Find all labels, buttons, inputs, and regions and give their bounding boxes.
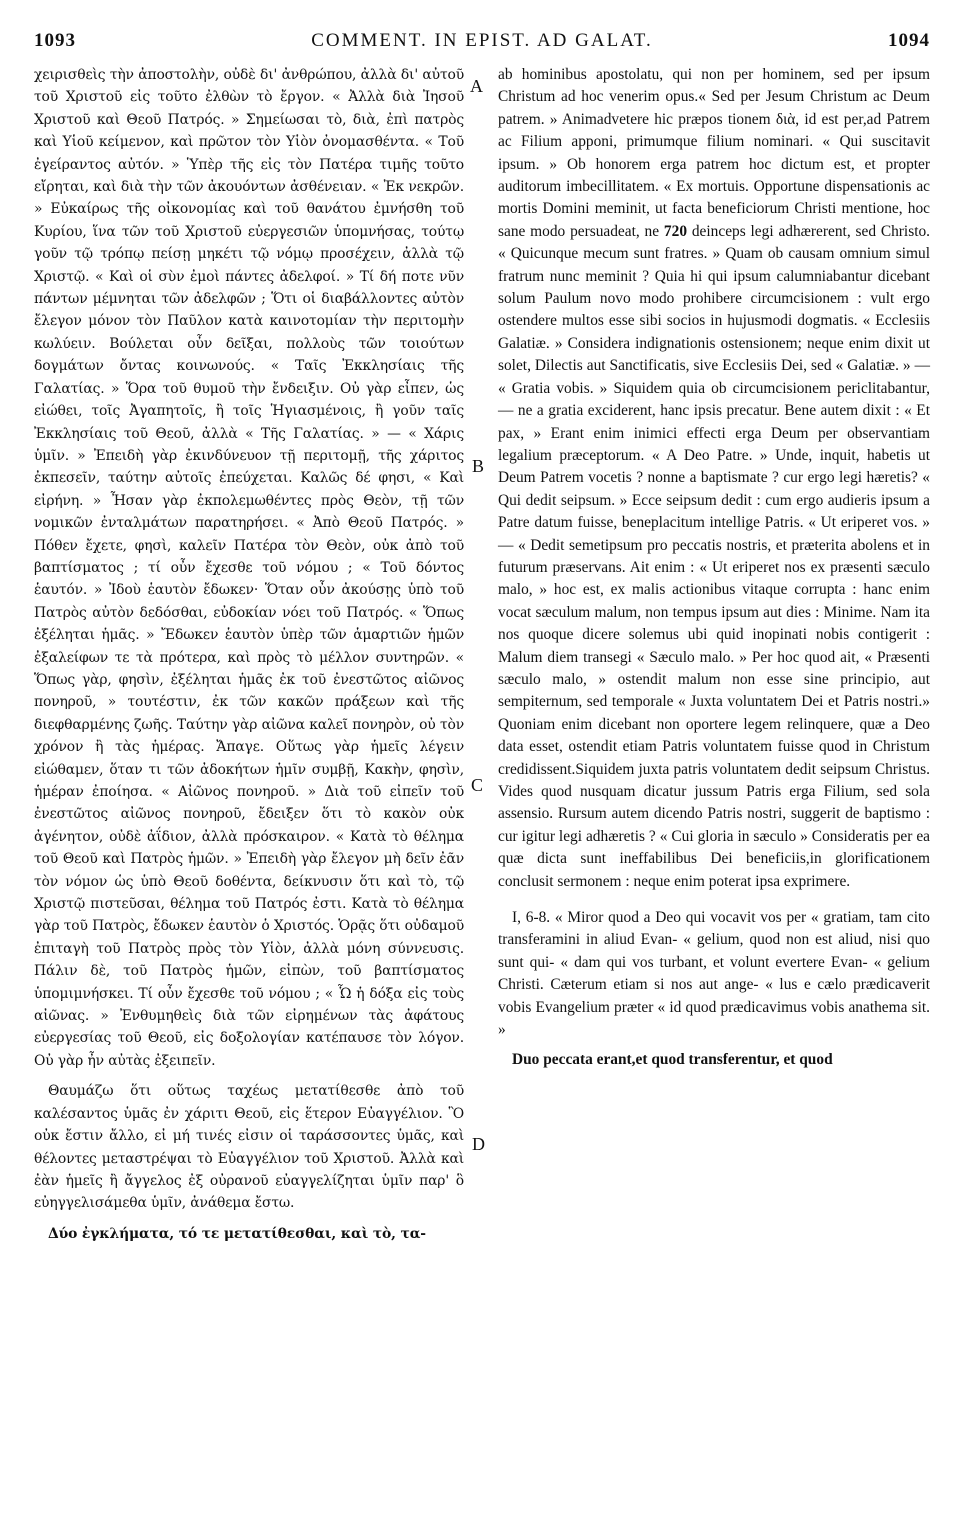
latin-paragraph-3: Duo peccata erant,et quod transferentur, et quod xyxy=(512,1051,833,1069)
latin-paragraph-1 xyxy=(498,64,930,893)
column-number-marker: 720 xyxy=(663,222,688,240)
latin-paragraph-1-part-a: ab hominibus apostolatu, qui non per hominem, sed per ipsum Christum ad hoc venerim opus.« Sed per Jesum Christum ac Deum patrem. » Animadvetere hic præpos tionem διὰ, id est per,ad Patrem ac Filium apponi, primumque filium nominari. « Qui suscitavit ipsum. » Ob honorem erga patrem hoc dictum est, et propter auditorum imbecillitatem. « Ex mortuis. Opportune dispensationis ac mortis Domini meminit, ut facta beneficiorum Christi mentione, hoc sane modo persuadeat, ne xyxy=(498,66,930,240)
greek-column xyxy=(34,64,464,1484)
page-number-left: 1093 xyxy=(34,30,76,51)
running-title: COMMENT. IN EPIST. AD GALAT. xyxy=(311,30,653,51)
section-marker-c: C xyxy=(471,775,484,795)
greek-paragraph-2: Θαυμάζω ὅτι οὕτως ταχέως μετατίθεσθε ἀπὸ τοῦ καλέσαντος ὑμᾶς ἐν χάριτι Θεοῦ, εἰς ἕτερον Εὐαγγέλιον. Ὃ οὐκ ἔστιν ἄλλο, εἰ μή τινές εἰσιν οἱ ταράσσοντες ὑμᾶς, καὶ θέλοντες μεταστρέψαι τὸ Εὐαγγέλιον τοῦ Χριστοῦ. Ἀλλὰ καὶ ἐὰν ἡμεῖς ἢ ἄγγελος ἐξ οὐρανοῦ εὐαγγελίζηται ὑμῖν παρ' ὃ εὐηγγελισάμεθα ὑμῖν, ἀνάθεμα ἔστω. xyxy=(34,1083,464,1212)
section-marker-d: D xyxy=(472,1134,485,1154)
latin-paragraph-1-part-b: deinceps legi adhærerent, sed Christo. « Quicunque mecum sunt fratres. » Quam ob causam omnium simul fratrum nunc meminit ? Quia hi qui ipsum calumniabantur dicebant solum Paulum novo modo prohibere circumcisionem : vult ergo ostendere multos esse sibi socios in hujusmodi dogmatis. « Ecclesiis Galatiæ. » Considera indignationis ostensionem; neque enim dixit ut solet, Dilectis aut Sanctificatis, sive Ecclesiis Dei, sed « Galatiæ. » — « Gratia vobis. » Siquidem quia ob circumcisionem periclitabantur, — ne a gratia exciderent, hanc ipsis precatur. Bene autem dixit : « Et pax, » Erant enim inimici effecti erga Deum per observantiam legalium præceptorum. « A Deo Patre. » Unde, inquit, habetis ut Deum Patrem vocetis ? nonne a baptismate ? cur ergo legi hæretis? « Qui dedit seipsum. » Ecce seipsum dedit : cum ergo audieris ipsum a Patre datum fuisse, beneplacitum intellige Patris. « Ut eriperet vos. » — « Dedit semetipsum pro peccatis nostris, et præterita abolens et in futurum præservans. Ait enim : « Ut eriperet nos ex præsenti sæculo malo, » hoc est, ex malis actionibus vitaque corrupta : hanc enim vocat sæculum malum, non tempus ipsum aut dies : Minime. Nam ita nos quoque dicere solemus ubi quid inopinati nobis contigerit : Malum diem transegi « Sæculo malo. » Per hoc quod ait, « Præsenti sæculo malo, » ostendit malum non esse sine principio, aut sempiternum, sed temporale « Juxta voluntatem Dei et Patris nostri.» Quoniam enim dicebant non oportere legem relinquere, quæ a Deo data esset, ostendit etiam Patris voluntatem fuisse quod in Christum credidissent.Siquidem juxta patris voluntatem dedit seipsum Christus. Vides quod nusquam dicatur jussum Patris erga Filium, sed sola assensio. Rursum autem dicendo Patris nostri, suggerit de baptismo : cur igitur legi adhæretis ? « Cui gloria in sæculo » Consideratis per ea quæ dicta sunt ineffabilibus Dei beneficiis,in glorificationem conclusit sermonem : neque enim poterat ipsa exprimere. xyxy=(498,222,931,890)
greek-paragraph-3: Δύο ἐγκλήματα, τό τε μετατίθεσθαι, καὶ τὸ, τα- xyxy=(48,1225,426,1242)
section-marker-b: B xyxy=(472,456,485,476)
latin-column xyxy=(498,64,930,1484)
section-marker-a: A xyxy=(470,76,483,96)
latin-paragraph-2: I, 6-8. « Miror quod a Deo qui vocavit vos per « gratiam, tam cito transferamini in aliud Evan- « gelium, quod non est aliud, nisi quo sunt qui- « dam qui vos turbant, et volunt evertere Evan- « gelium Christi. Cæterum etiam si nos aut ange- « lus e cælo prædicaverit vobis Evangelium præter « id quod prædicavimus vobis anathema sit. » xyxy=(498,909,930,1039)
page-number-right: 1094 xyxy=(888,30,930,51)
running-header xyxy=(34,30,930,60)
greek-paragraph-1: χειρισθεὶς τὴν ἀποστολὴν, οὐδὲ δι' ἀνθρώπου, ἀλλὰ δι' αὐτοῦ τοῦ Χριστοῦ εἰς τοῦτο ἐλθὼν τὸ ἔργον. « Ἀλλὰ διὰ Ἰησοῦ Χριστοῦ καὶ Θεοῦ Πατρός. » Σημείωσαι τὸ, διὰ, ἐπὶ πατρὸς καὶ Υἱοῦ κείμενον, καὶ πρῶτον τὸν Υἱὸν ὀνομασθέντα. « Τοῦ ἐγείραντος αὐτόν. » Ὑπὲρ τῆς εἰς τὸν Πατέρα τιμῆς τοῦτο εἴρηται, καὶ διὰ τὴν τῶν ἀκουόντων ἀσθένειαν. « Ἐκ νεκρῶν. » Εὐκαίρως τῆς οἰκονομίας καὶ τοῦ θανάτου ἐμνήσθη τοῦ Κυρίου, ἵνα τῶν τοῦ Χριστοῦ εὐεργεσιῶν ὑπομνήσας, τούτῳ γοῦν τῷ τρόπῳ πείσῃ μηκέτι τῷ νόμῳ προσέχειν, ἀλλὰ τῷ Χριστῷ. « Καὶ οἱ σὺν ἐμοὶ πάντες ἀδελφοί. » Τί δή ποτε νῦν πάντων μέμνηται τῶν ἀδελφῶν ; Ὅτι οἱ διαβάλλοντες αὐτὸν ἔλεγον μόνον τὸν Παῦλον κατὰ καινοτομίαν τὴν περιτομὴν κωλύειν. Βούλεται οὖν δεῖξαι, πολλοὺς τῶν τοιούτων δογμάτων ὄντας κοινωνούς. « Ταῖς Ἐκκλησίαις τῆς Γαλατίας. » Ὅρα τοῦ θυμοῦ τὴν ἔνδειξιν. Οὐ γὰρ εἶπεν, ὡς εἰώθει, τοῖς Ἀγαπητοῖς, ἢ τοῖς Ἡγιασμένοις, ἢ γοῦν ταῖς Ἐκκλησίαις τοῦ Θεοῦ, ἀλλὰ « Τῆς Γαλατίας. » — « Χάρις ὑμῖν. » Ἐπειδὴ γὰρ ἐκινδύνευον τῇ περιτομῇ, τῆς χάριτος ἐκπεσεῖν, ταύτην αὐτοῖς ἐπεύχεται. Καλῶς δέ φησι, « Καὶ εἰρήνη. » Ἦσαν γὰρ ἐκπολεμωθέντες πρὸς Θεὸν, τῇ τῶν νομικῶν ἐνταλμάτων παρατηρήσει. « Ἀπὸ Θεοῦ Πατρός. » Πόθεν ἔχετε, φησὶ, καλεῖν Πατέρα τὸν Θεὸν, οὐκ ἀπὸ τοῦ βαπτίσματος ; τί οὖν ἔχεσθε τοῦ νόμου ; « Τοῦ δόντος ἑαυτόν. » Ἰδοὺ ἑαυτὸν ἔδωκεν· Ὅταν οὖν ἀκούσῃς ὑπὸ τοῦ Πατρὸς αὐτὸν δεδόσθαι, εὐδοκίαν νόει τοῦ Πατρός. « Ὅπως ἐξέληται ἡμᾶς. » Ἔδωκεν ἑαυτὸν ὑπὲρ τῶν ἁμαρτιῶν ἡμῶν ἐξαλείφων τε τὰ πρότερα, καὶ πρὸς τὸ μέλλον συντηρῶν. « Ὅπως γὰρ, φησὶν, ἐξέληται ἡμᾶς ἐκ τοῦ ἐνεστῶτος αἰῶνος πονηροῦ, » τουτέστιν, ἐκ τῶν κακῶν πράξεων καὶ τῆς διεφθαρμένης ζωῆς. Ταύτην γὰρ αἰῶνα καλεῖ πονηρὸν, οὐ τὸν χρόνον ἢ τὰς ἡμέρας. Ἄπαγε. Οὕτως γὰρ ἡμεῖς λέγειν εἰώθαμεν, ὅταν τι τῶν ἀδοκήτων ἡμῖν συμβῇ, Κακὴν, φησὶν, ἡμέραν ἐποίησα. « Αἰῶνος πονηροῦ. » Διὰ τοῦ εἰπεῖν τοῦ ἐνεστῶτος αἰῶνος πονηροῦ, ἔδειξεν ὅτι τὸ κακὸν οὐκ ἀγένητον, οὐδὲ ἀΐδιον, ἀλλὰ πρόσκαιρον. « Κατὰ τὸ θέλημα τοῦ Θεοῦ καὶ Πατρὸς ἡμῶν. » Ἐπειδὴ γὰρ ἔλεγον μὴ δεῖν ἐᾶν τὸν νόμον ὡς ὑπὸ Θεοῦ δοθέντα, δείκνυσιν ὅτι καὶ τὸ, τῷ Χριστῷ πιστεῦσαι, θέλημα τοῦ Πατρός ἐστι. Κατὰ τὸ θέλημα γὰρ τοῦ Πατρὸς, ἔδωκεν ἑαυτὸν ὁ Χριστός. Ὁρᾷς ὅτι οὐδαμοῦ ἐπιταγὴ τοῦ Πατρὸς πρὸς τὸν Υἱὸν, ἀλλὰ μόνη σύννευσις. Πάλιν δὲ, τοῦ Πατρὸς ἡμῶν, εἰπὼν, τοῦ βαπτίσματος ὑπομιμνήσκει. Τί οὖν ἔχεσθε τοῦ νόμου ; « Ὧ ἡ δόξα εἰς τοὺς αἰῶνας. » Ἐνθυμηθεὶς διὰ τῶν εἰρημένων τὰς ἀφάτους εὐεργεσίας τοῦ Θεοῦ, εἰς δοξολογίαν κατέπαυσε τὸν λόγον. Οὐ γὰρ ἦν αὐτὰς ἐξειπεῖν. xyxy=(34,67,464,1069)
